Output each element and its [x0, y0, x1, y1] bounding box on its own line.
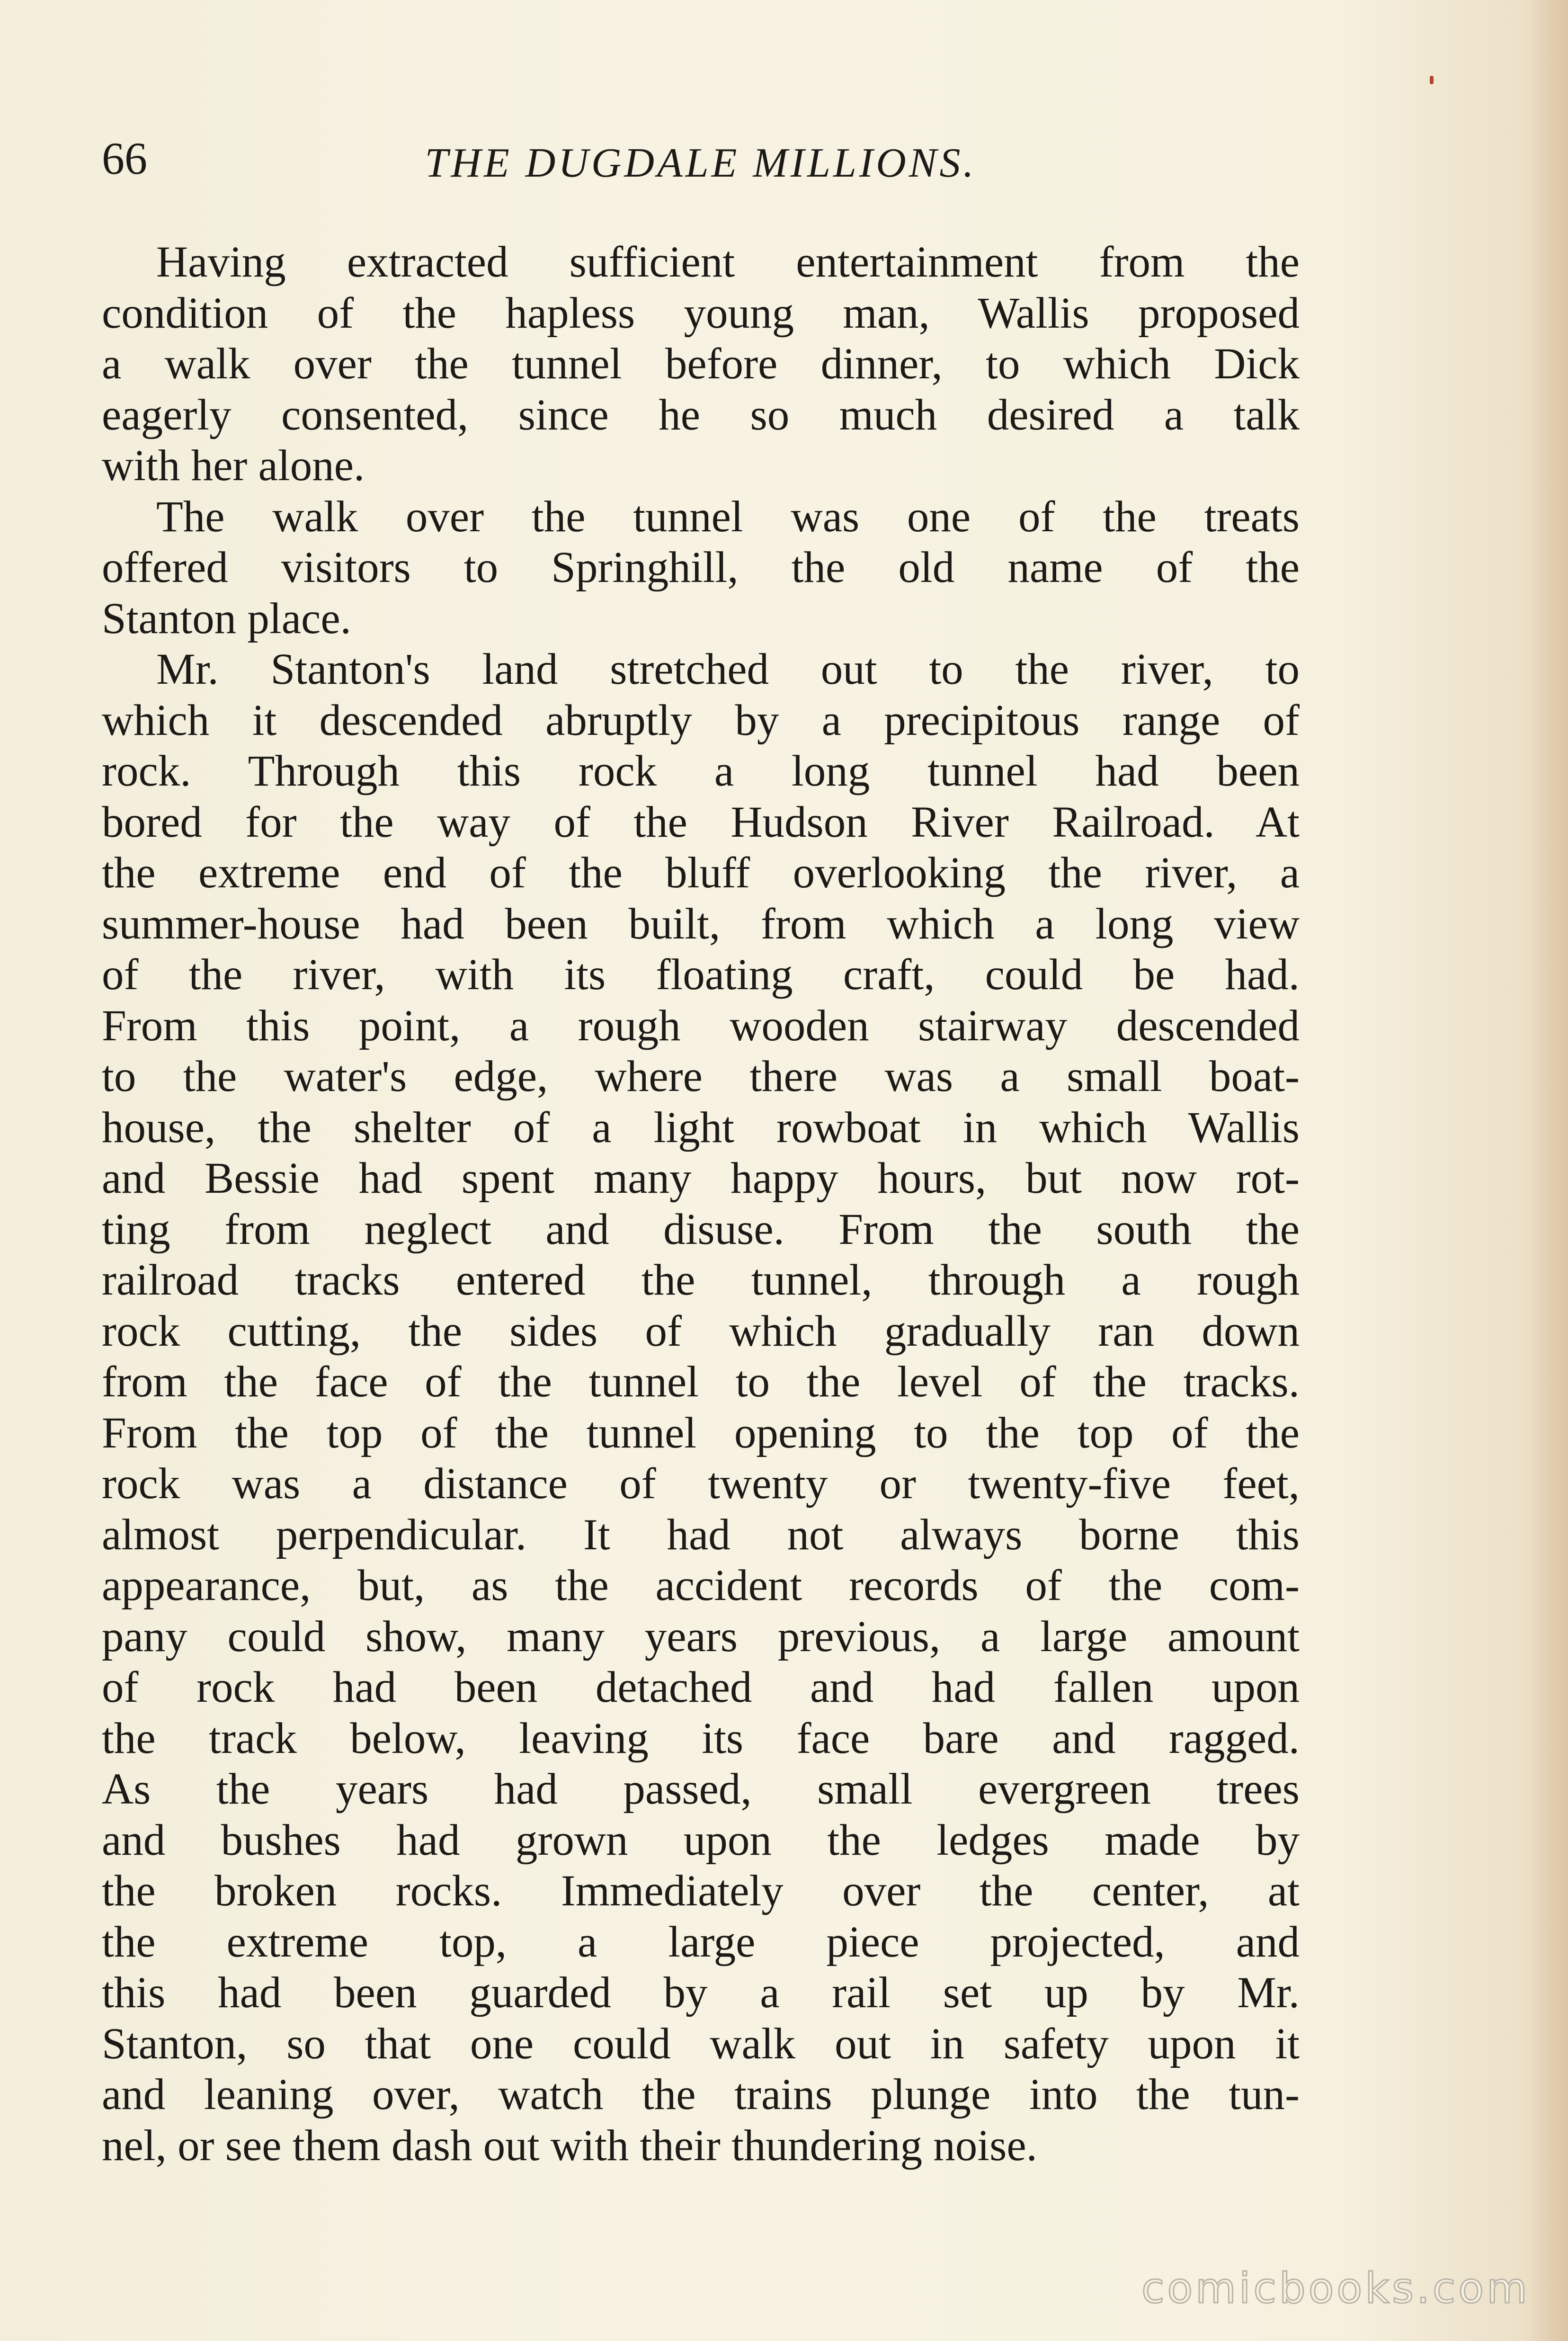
- ink-speck: [1430, 76, 1434, 84]
- text-line: Stanton place.: [102, 594, 351, 643]
- body-text: [102, 237, 1300, 2171]
- text-line: to the water's edge, where there was a small boat-: [102, 1052, 1300, 1101]
- text-line: the extreme end of the bluff overlooking the river, a: [102, 849, 1300, 897]
- page-header: [102, 128, 1300, 199]
- text-line: from the face of the tunnel to the level of the tracks.: [102, 1358, 1300, 1406]
- running-head: THE DUGDALE MILLIONS.: [425, 140, 977, 186]
- text-line: Stanton, so that one could walk out in safety upon it: [102, 2019, 1300, 2068]
- text-line: From this point, a rough wooden stairway descended: [102, 1001, 1300, 1050]
- text-line: this had been guarded by a rail set up by Mr.: [102, 1968, 1300, 2017]
- text-line: eagerly consented, since he so much desired a talk: [102, 390, 1300, 439]
- text-line: From the top of the tunnel opening to the top of the: [102, 1408, 1300, 1457]
- text-line: of the river, with its floating craft, could be had.: [102, 950, 1300, 999]
- text-line: bored for the way of the Hudson River Railroad. At: [102, 797, 1300, 847]
- text-line: almost perpendicular. It had not always borne this: [102, 1510, 1300, 1559]
- text-line: railroad tracks entered the tunnel, through a rough: [102, 1256, 1300, 1305]
- watermark: comicbooks.com: [1141, 2264, 1530, 2313]
- text-line: house, the shelter of a light rowboat in which Wallis: [102, 1103, 1300, 1152]
- page-edge-shadow: [1530, 0, 1568, 2341]
- text-line: with her alone.: [102, 441, 365, 490]
- text-line: and bushes had grown upon the ledges made by: [102, 1815, 1300, 1865]
- text-line: which it descended abruptly by a precipitous range of: [102, 696, 1300, 745]
- text-line: condition of the hapless young man, Wallis proposed: [102, 288, 1300, 338]
- text-line: rock was a distance of twenty or twenty-five feet,: [102, 1459, 1300, 1508]
- text-line: The walk over the tunnel was one of the treats: [156, 492, 1300, 541]
- text-line: rock cutting, the sides of which gradually ran down: [102, 1306, 1300, 1356]
- text-line: As the years had passed, small evergreen trees: [102, 1765, 1300, 1814]
- text-line: and leaning over, watch the trains plunge into the tun-: [102, 2070, 1300, 2119]
- text-line: offered visitors to Springhill, the old name of the: [102, 543, 1300, 592]
- paragraph: [102, 237, 1300, 491]
- text-line: nel, or see them dash out with their thundering noise.: [102, 2121, 1037, 2170]
- text-line: a walk over the tunnel before dinner, to which Dick: [102, 340, 1300, 388]
- text-line: pany could show, many years previous, a large amount: [102, 1612, 1300, 1661]
- text-line: appearance, but, as the accident records of the com-: [102, 1561, 1300, 1610]
- paragraph: [102, 644, 1300, 2171]
- paragraph: [102, 491, 1300, 644]
- text-line: the extreme top, a large piece projected, and: [102, 1917, 1300, 1966]
- text-line: and Bessie had spent many happy hours, but now rot-: [102, 1154, 1300, 1203]
- text-line: Mr. Stanton's land stretched out to the river, to: [156, 645, 1300, 694]
- page-number: 66: [102, 133, 147, 184]
- text-line: the track below, leaving its face bare and ragged.: [102, 1714, 1300, 1763]
- text-line: the broken rocks. Immediately over the center, at: [102, 1867, 1300, 1915]
- text-line: summer-house had been built, from which a long view: [102, 899, 1300, 948]
- text-line: ting from neglect and disuse. From the south the: [102, 1205, 1300, 1254]
- text-line: rock. Through this rock a long tunnel had been: [102, 747, 1300, 795]
- text-line: of rock had been detached and had fallen upon: [102, 1663, 1300, 1712]
- text-line: Having extracted sufficient entertainment from the: [156, 238, 1300, 286]
